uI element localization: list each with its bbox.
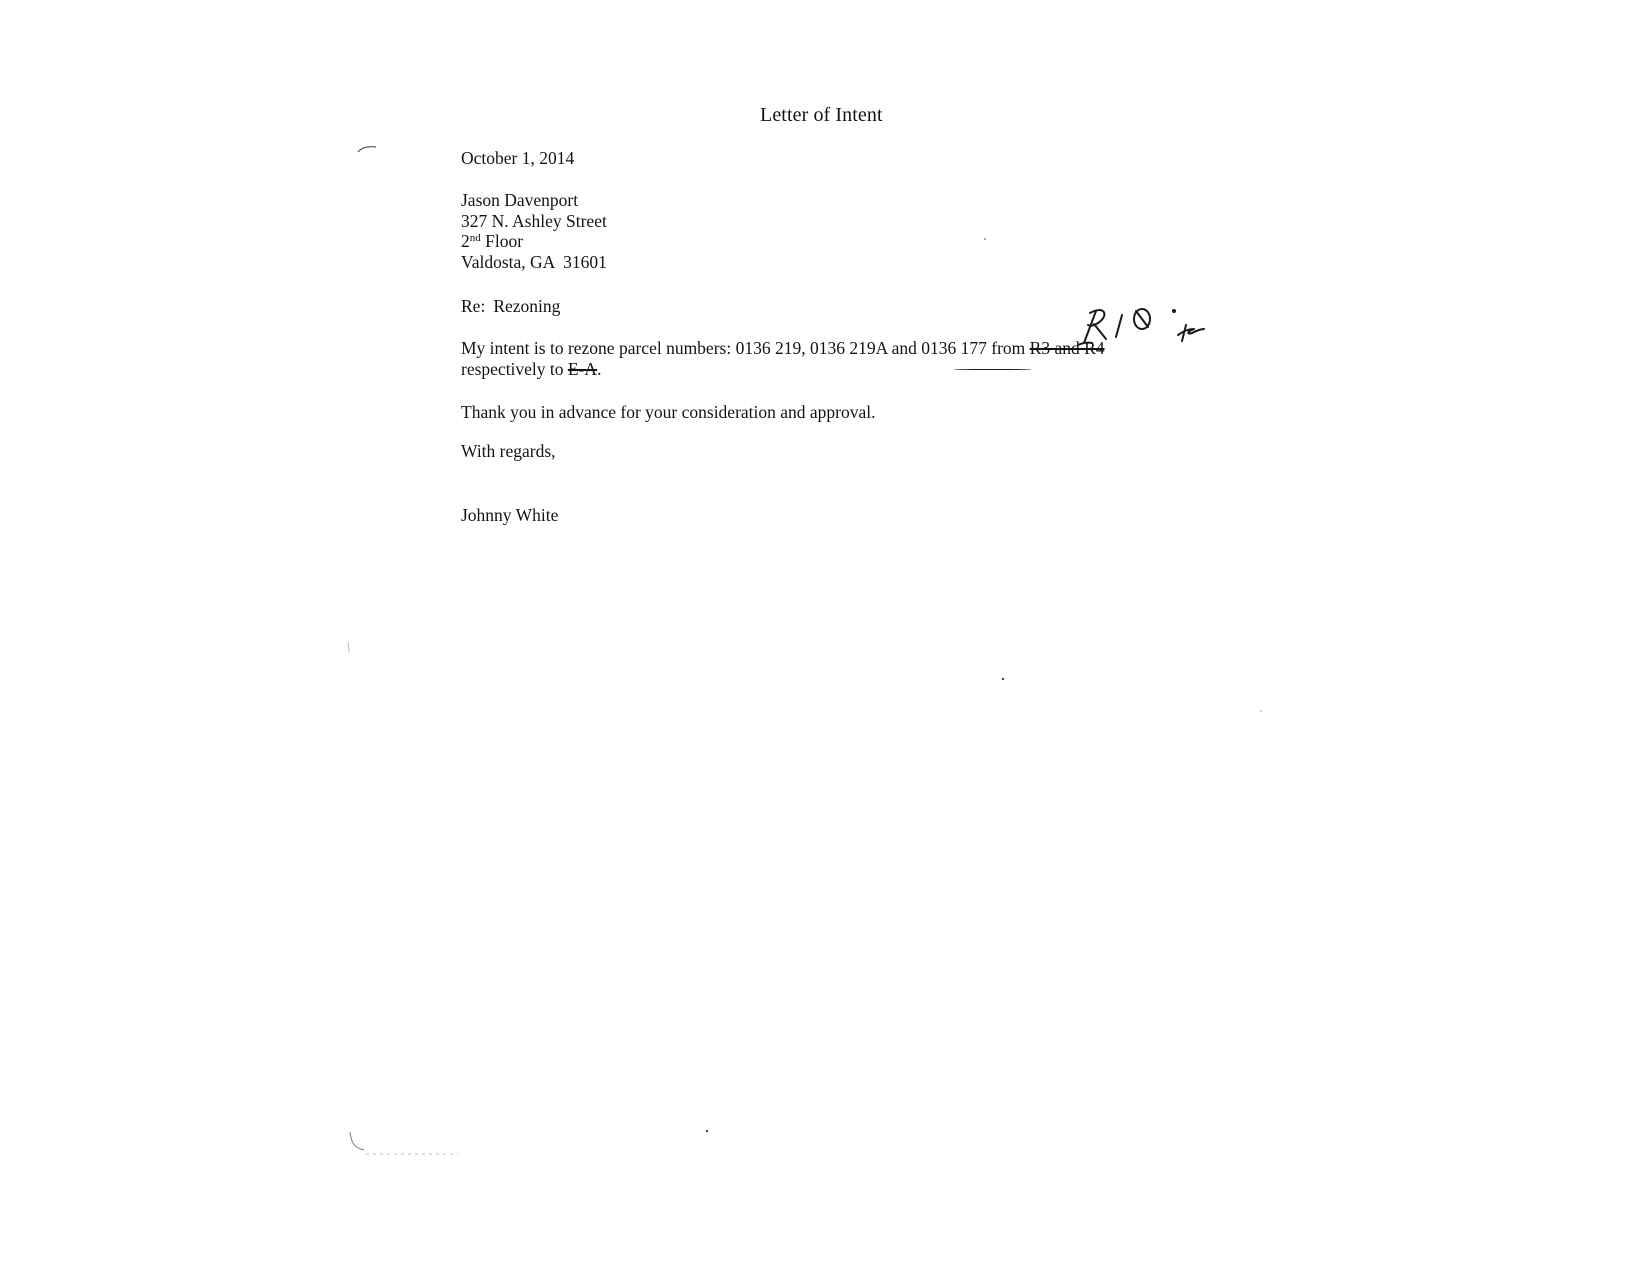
struck-zoning-target: E-A <box>567 359 598 379</box>
scan-dust-speck-2 <box>704 1128 710 1134</box>
recipient-street: 327 N. Ashley Street <box>461 210 607 231</box>
thanks-line: Thank you in advance for your consideration and approval. <box>461 402 876 422</box>
subject-text: Rezoning <box>493 296 561 316</box>
recipient-name: Jason Davenport <box>461 190 579 210</box>
recipient-address-block <box>461 190 607 272</box>
body-line-1 <box>461 338 1105 358</box>
scan-dust-speck-4 <box>1258 708 1264 714</box>
subject-label: Re: <box>461 296 486 316</box>
closing-line: With regards, <box>461 441 556 461</box>
subject-line <box>461 296 560 316</box>
letter-title: Letter of Intent <box>760 104 883 126</box>
scan-dust-speck-1 <box>1000 676 1006 682</box>
floor-number: 2 <box>461 231 470 251</box>
body-line-2-period: . <box>597 359 602 379</box>
floor-suffix: nd <box>469 232 481 244</box>
scan-artifact-corner-top <box>356 144 378 154</box>
scan-artifact-left-edge <box>346 640 352 654</box>
floor-word: Floor <box>485 231 524 251</box>
scan-artifact-corner-bottom <box>348 1130 468 1160</box>
handwritten-underline <box>954 369 1031 370</box>
scan-dust-speck-3 <box>982 236 988 242</box>
recipient-floor <box>461 231 607 252</box>
handwritten-r10-annotation <box>1070 305 1210 355</box>
body-line-1-text: My intent is to rezone parcel numbers: 0136 219, 0136 219A and 0136 177 from <box>461 338 1026 358</box>
struck-zoning-original: R3 and R4 <box>1029 338 1105 358</box>
body-line-2-text: respectively to <box>461 359 564 379</box>
letter-date: October 1, 2014 <box>461 148 575 168</box>
body-line-2 <box>461 359 601 379</box>
signature-name: Johnny White <box>461 505 559 525</box>
recipient-city-state-zip: Valdosta, GA 31601 <box>461 251 607 272</box>
